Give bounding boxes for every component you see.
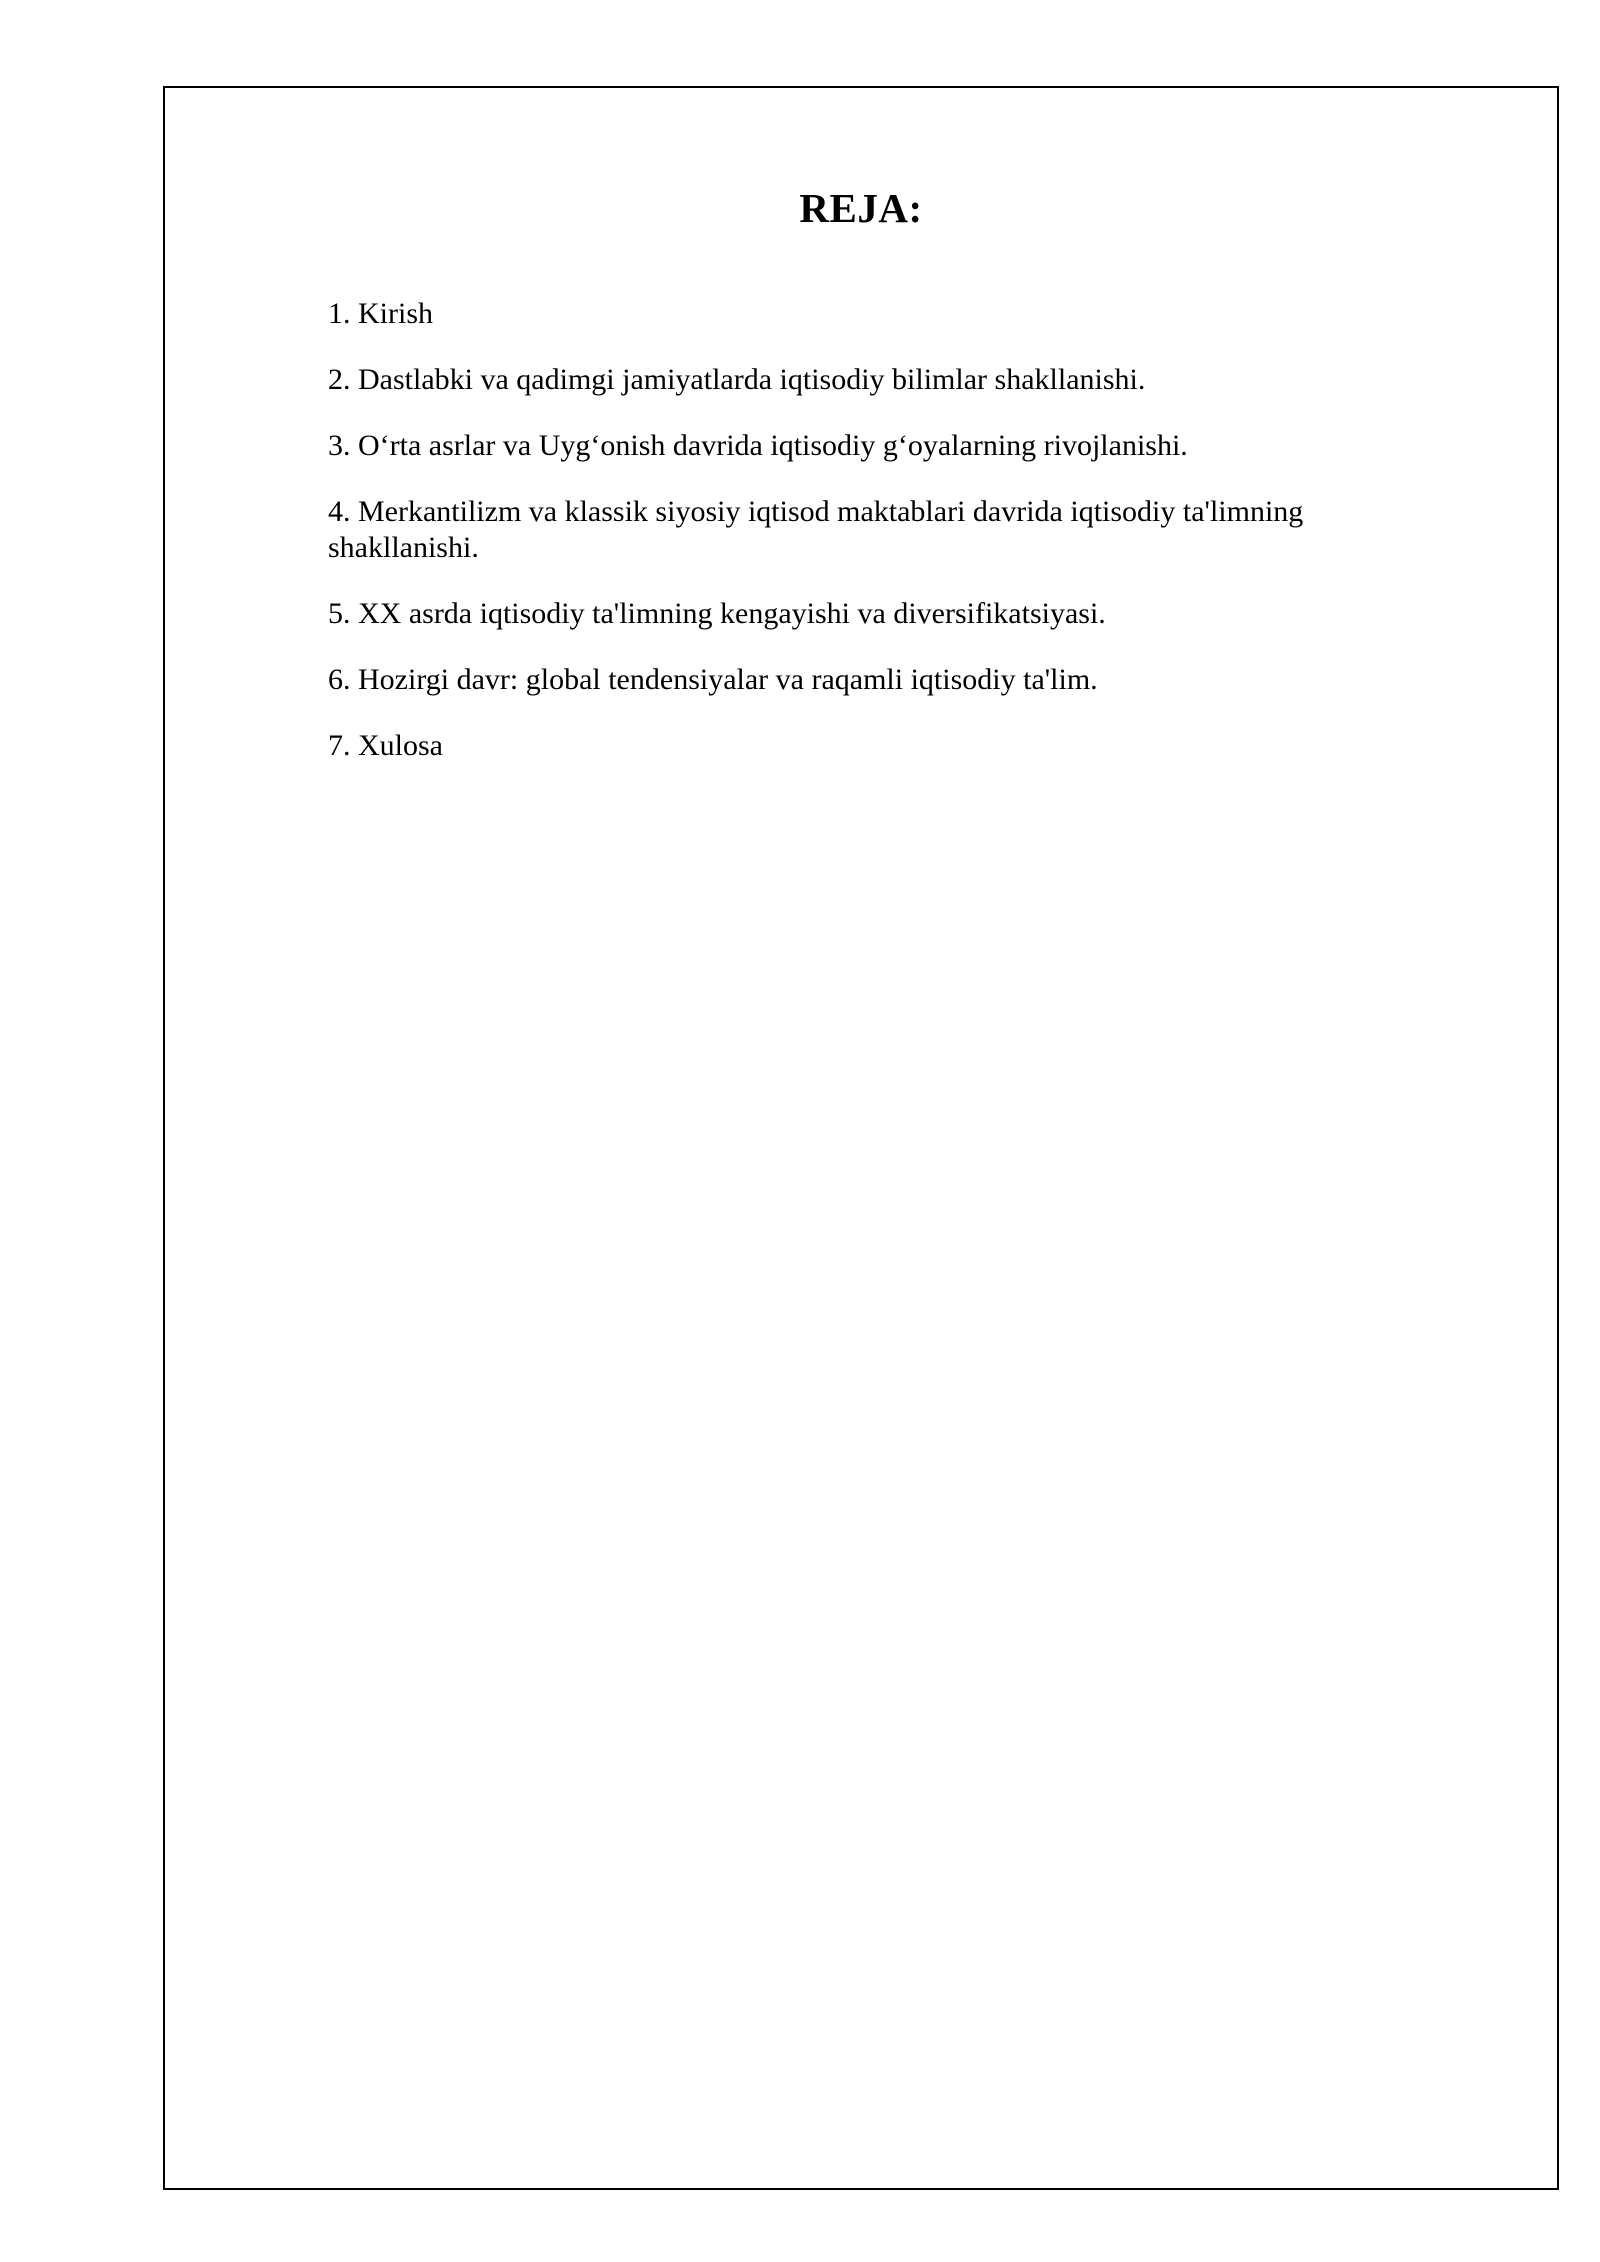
plan-item-3: 3. O‘rta asrlar va Uyg‘onish davrida iqtisodiy g‘oyalarning rivojlanishi. bbox=[328, 429, 1188, 462]
plan-item-7: 7. Xulosa bbox=[328, 729, 443, 762]
plan-item-6: 6. Hozirgi davr: global tendensiyalar va raqamli iqtisodiy ta'lim. bbox=[328, 663, 1098, 696]
plan-item-4: 4. Merkantilizm va klassik siyosiy iqtisod maktablari davrida iqtisodiy ta'limning shakllanishi. bbox=[328, 495, 1304, 564]
plan-item-2: 2. Dastlabki va qadimgi jamiyatlarda iqtisodiy bilimlar shakllanishi. bbox=[328, 363, 1146, 396]
page-frame bbox=[163, 86, 1559, 2190]
plan-item-5: 5. XX asrda iqtisodiy ta'limning kengayishi va diversifikatsiyasi. bbox=[328, 597, 1106, 630]
plan-list bbox=[328, 296, 1378, 794]
page-title: REJA: bbox=[799, 185, 923, 231]
plan-item-1: 1. Kirish bbox=[328, 297, 433, 330]
